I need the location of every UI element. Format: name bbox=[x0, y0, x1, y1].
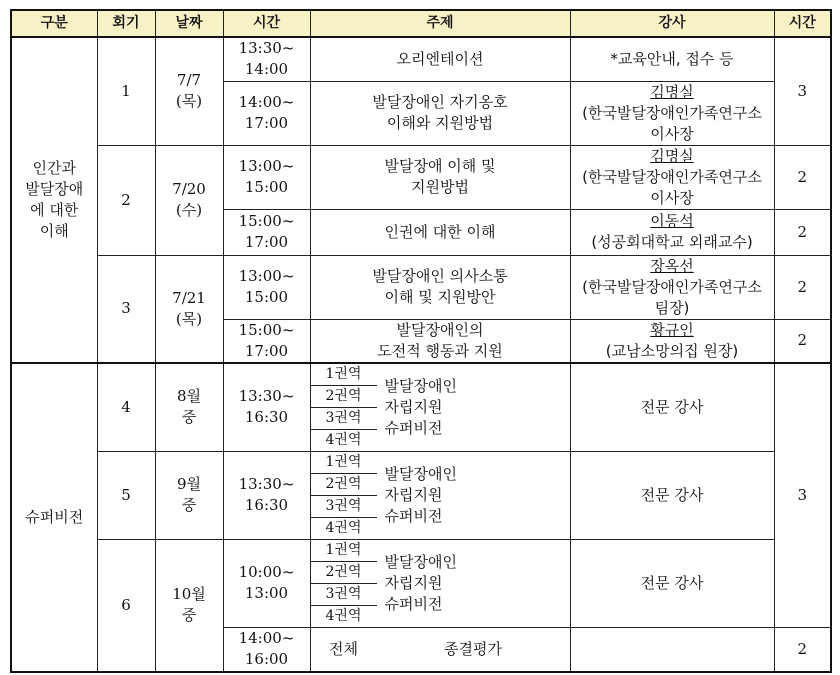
hours-cell: 2 bbox=[774, 319, 831, 363]
supervision-topic: 발달장애인 자립지원 슈퍼비전 bbox=[384, 464, 457, 525]
topic-cell: 발달장애인의 도전적 행동과 지원 bbox=[310, 319, 570, 363]
hours-cell: 2 bbox=[774, 209, 831, 255]
header-time: 시간 bbox=[223, 10, 310, 37]
instructor-cell: 전문 강사 bbox=[570, 539, 774, 627]
topic-cell: 인권에 대한 이해 bbox=[310, 209, 570, 255]
table-row bbox=[11, 539, 831, 627]
time-cell: 10:00~ 13:00 bbox=[223, 539, 310, 627]
topic-cell: 발달장애 이해 및 지원방법 bbox=[310, 145, 570, 209]
table-row bbox=[11, 363, 831, 452]
session-date: 7/7 (목) bbox=[155, 37, 223, 145]
supervision-topic-cell bbox=[310, 539, 570, 627]
time-cell: 13:00~ 15:00 bbox=[223, 255, 310, 319]
table-row bbox=[11, 145, 831, 209]
time-cell: 15:00~ 17:00 bbox=[223, 209, 310, 255]
region-list: 1권역 2권역 3권역 4권역 bbox=[311, 452, 377, 539]
session-number: 5 bbox=[97, 451, 155, 539]
time-cell: 13:30~ 16:30 bbox=[223, 451, 310, 539]
header-instructor: 강사 bbox=[570, 10, 774, 37]
time-cell: 14:00~ 17:00 bbox=[223, 81, 310, 145]
session-number: 4 bbox=[97, 363, 155, 452]
group-label-understanding: 인간과 발달장애 에 대한 이해 bbox=[11, 37, 97, 363]
session-date: 7/21 (목) bbox=[155, 255, 223, 363]
supervision-topic: 발달장애인 자립지원 슈퍼비전 bbox=[384, 552, 457, 613]
instructor-cell: *교육안내, 접수 등 bbox=[570, 37, 774, 81]
session-date: 9월 중 bbox=[155, 451, 223, 539]
header-session: 회기 bbox=[97, 10, 155, 37]
schedule-table bbox=[10, 9, 832, 673]
time-cell: 13:30~ 16:30 bbox=[223, 363, 310, 452]
final-scope: 전체 bbox=[329, 639, 358, 658]
table-row bbox=[11, 255, 831, 319]
group-label-supervision: 슈퍼비전 bbox=[11, 363, 97, 673]
hours-cell: 3 bbox=[774, 37, 831, 145]
topic-cell: 발달장애인 자기옹호 이해와 지원방법 bbox=[310, 81, 570, 145]
instructor-cell: 장옥선 (한국발달장애인가족연구소 팀장) bbox=[570, 255, 774, 319]
instructor-cell: 전문 강사 bbox=[570, 451, 774, 539]
header-category: 구분 bbox=[11, 10, 97, 37]
time-cell: 15:00~ 17:00 bbox=[223, 319, 310, 363]
table-row bbox=[11, 451, 831, 539]
supervision-topic-cell bbox=[310, 451, 570, 539]
session-number: 1 bbox=[97, 37, 155, 145]
table-row bbox=[11, 37, 831, 81]
time-cell: 13:00~ 15:00 bbox=[223, 145, 310, 209]
header-topic: 주제 bbox=[310, 10, 570, 37]
header-hours: 시간 bbox=[774, 10, 831, 37]
topic-cell: 오리엔테이션 bbox=[310, 37, 570, 81]
topic-cell: 발달장애인 의사소통 이해 및 지원방안 bbox=[310, 255, 570, 319]
hours-cell: 2 bbox=[774, 255, 831, 319]
hours-cell: 2 bbox=[774, 627, 831, 672]
time-cell: 13:30~ 14:00 bbox=[223, 37, 310, 81]
instructor-cell: 전문 강사 bbox=[570, 363, 774, 452]
instructor-cell: 김명실 (한국발달장애인가족연구소 이사장 bbox=[570, 81, 774, 145]
header-row bbox=[11, 10, 831, 37]
instructor-cell: 이동석 (성공회대학교 외래교수) bbox=[570, 209, 774, 255]
region-list: 1권역 2권역 3권역 4권역 bbox=[311, 540, 377, 627]
supervision-topic-cell bbox=[310, 363, 570, 452]
instructor-cell-empty bbox=[570, 627, 774, 672]
instructor-cell: 김명실 (한국발달장애인가족연구소 이사장 bbox=[570, 145, 774, 209]
session-number: 3 bbox=[97, 255, 155, 363]
final-topic: 종결평가 bbox=[444, 639, 502, 658]
instructor-cell: 황규인 (교남소망의집 원장) bbox=[570, 319, 774, 363]
session-date: 10월 중 bbox=[155, 539, 223, 672]
session-number: 2 bbox=[97, 145, 155, 255]
final-topic-cell bbox=[310, 627, 570, 672]
session-date: 7/20 (수) bbox=[155, 145, 223, 255]
supervision-topic: 발달장애인 자립지원 슈퍼비전 bbox=[384, 376, 457, 437]
header-date: 날짜 bbox=[155, 10, 223, 37]
time-cell: 14:00~ 16:00 bbox=[223, 627, 310, 672]
region-list: 1권역 2권역 3권역 4권역 bbox=[311, 364, 377, 451]
session-number: 6 bbox=[97, 539, 155, 672]
session-date: 8월 중 bbox=[155, 363, 223, 452]
hours-cell: 2 bbox=[774, 145, 831, 209]
hours-cell: 3 bbox=[774, 363, 831, 628]
